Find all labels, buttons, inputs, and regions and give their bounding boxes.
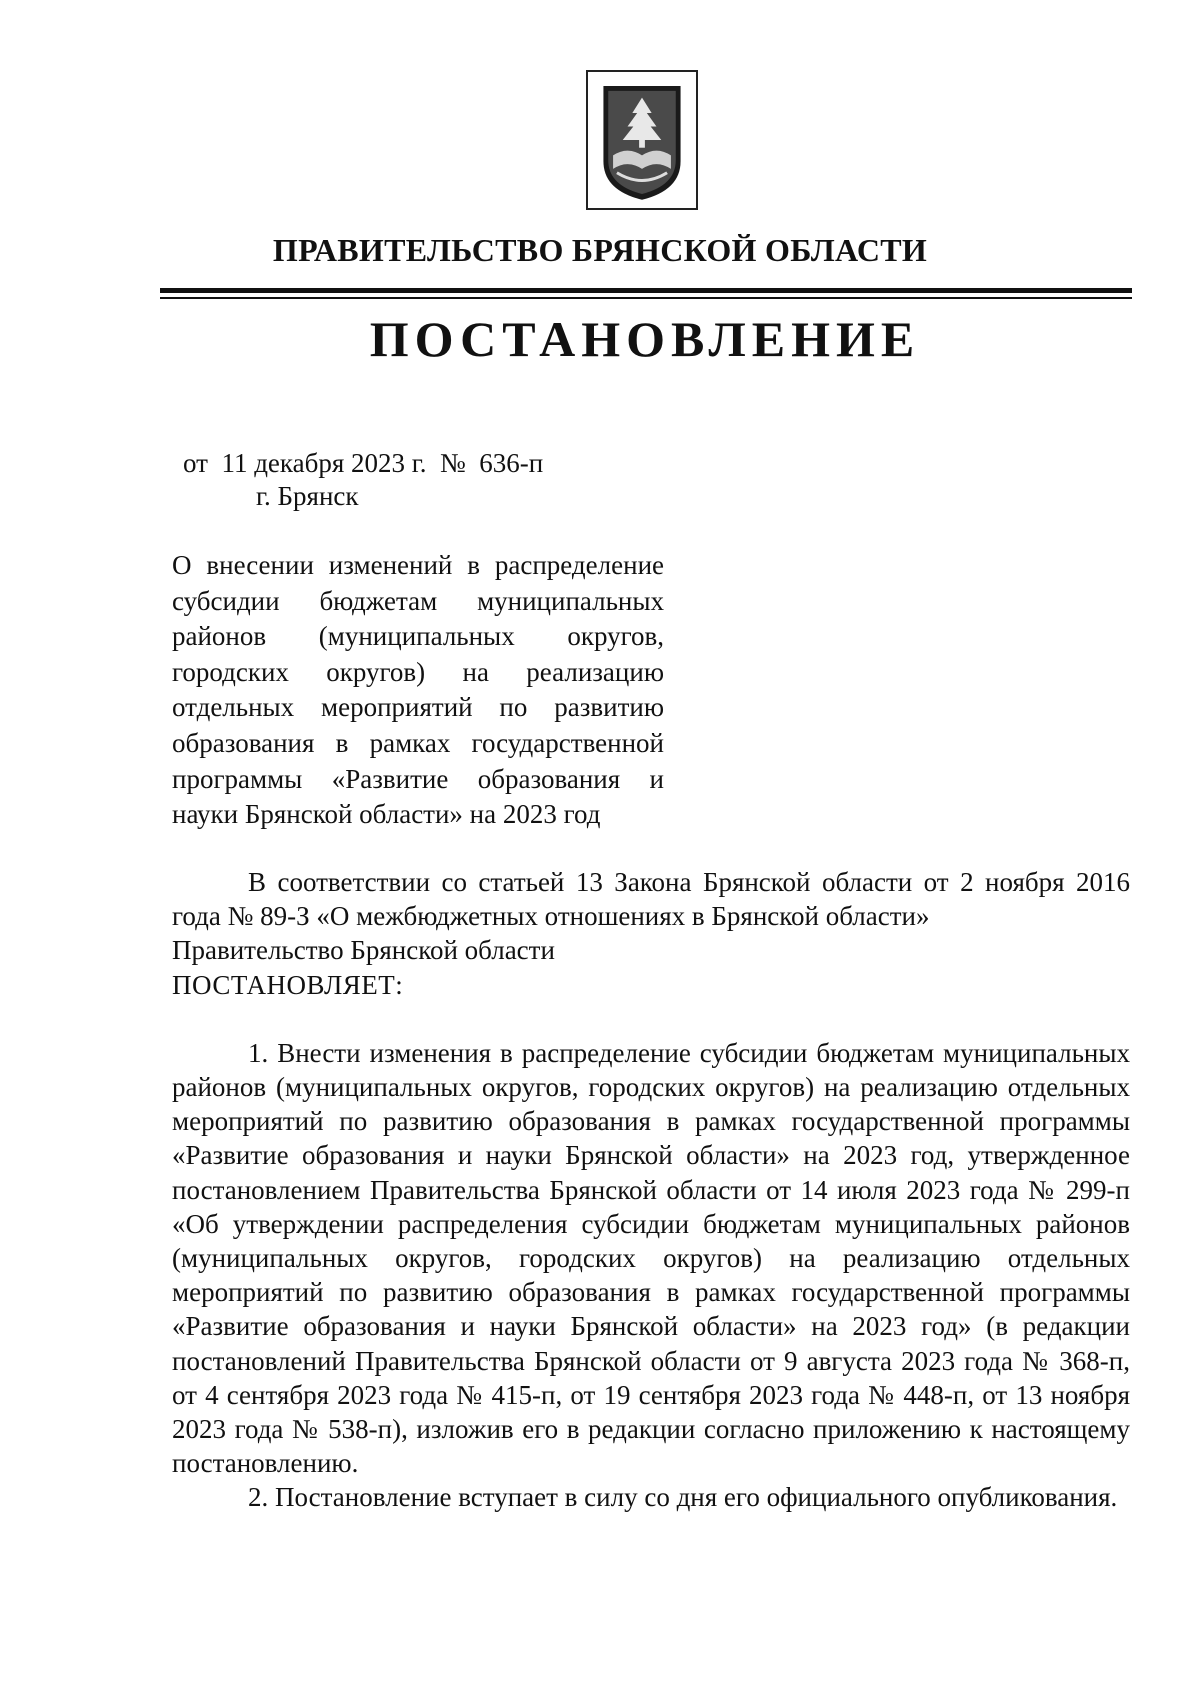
document-body: [172, 865, 1130, 1515]
resolves-line: ПОСТАНОВЛЯЕТ:: [172, 969, 404, 1000]
item-1-paragraph: 1. Внести изменения в распределение субсидии бюджетам муниципальных районов (муниципальных округов, городских округов) на реализацию отдельных мероприятий по развитию образования в рамках государственной программы «Развитие образования и науки Брянской области» на 2023 год, утвержденное постановлением Правительства Брянской области от 14 июля 2023 года № 299-п «Об утверждении распределения субсидии бюджетам муниципальных районов (муниципальных округов, городских округов) на реализацию отдельных мероприятий по развитию образования в рамках государственной программы «Развитие образования и науки Брянской области» на 2023 год» (в редакции постановлений Правительства Брянской области от 9 августа 2023 года № 368-п, от 4 сентября 2023 года № 415-п, от 19 сентября 2023 года № 448-п, от 13 ноября 2023 года № 538-п), изложив его в редакции согласно приложению к настоящему постановлению.: [172, 1037, 1130, 1479]
city-line: г. Брянск: [256, 481, 359, 511]
government-line: Правительство Брянской области: [172, 935, 555, 966]
coat-of-arms-icon: [586, 70, 698, 210]
document-type: ПОСТАНОВЛЕНИЕ: [369, 311, 921, 367]
document-subject: О внесении изменений в распределение субсидии бюджетам муниципальных районов (муниципальных округов, городских округов) на реализацию отдельных мероприятий по развитию образования в рамках государственной программы «Развитие образования и науки Брянской области» на 2023 год: [172, 550, 664, 830]
date-number-line: от 11 декабря 2023 г. № 636-п: [183, 448, 544, 478]
item-2-paragraph: 2. Постановление вступает в силу со дня его официального опубликования.: [248, 1482, 1118, 1513]
preamble-paragraph: В соответствии со статьей 13 Закона Брянской области от 2 ноября 2016 года № 89-З «О межбюджетных отношениях в Брянской области»: [172, 867, 1130, 932]
emblem-shield-icon: [588, 72, 696, 208]
header-rule-thick: [160, 288, 1132, 293]
header-rule-thin: [160, 297, 1132, 299]
organization-title: ПРАВИТЕЛЬСТВО БРЯНСКОЙ ОБЛАСТИ: [272, 232, 928, 268]
